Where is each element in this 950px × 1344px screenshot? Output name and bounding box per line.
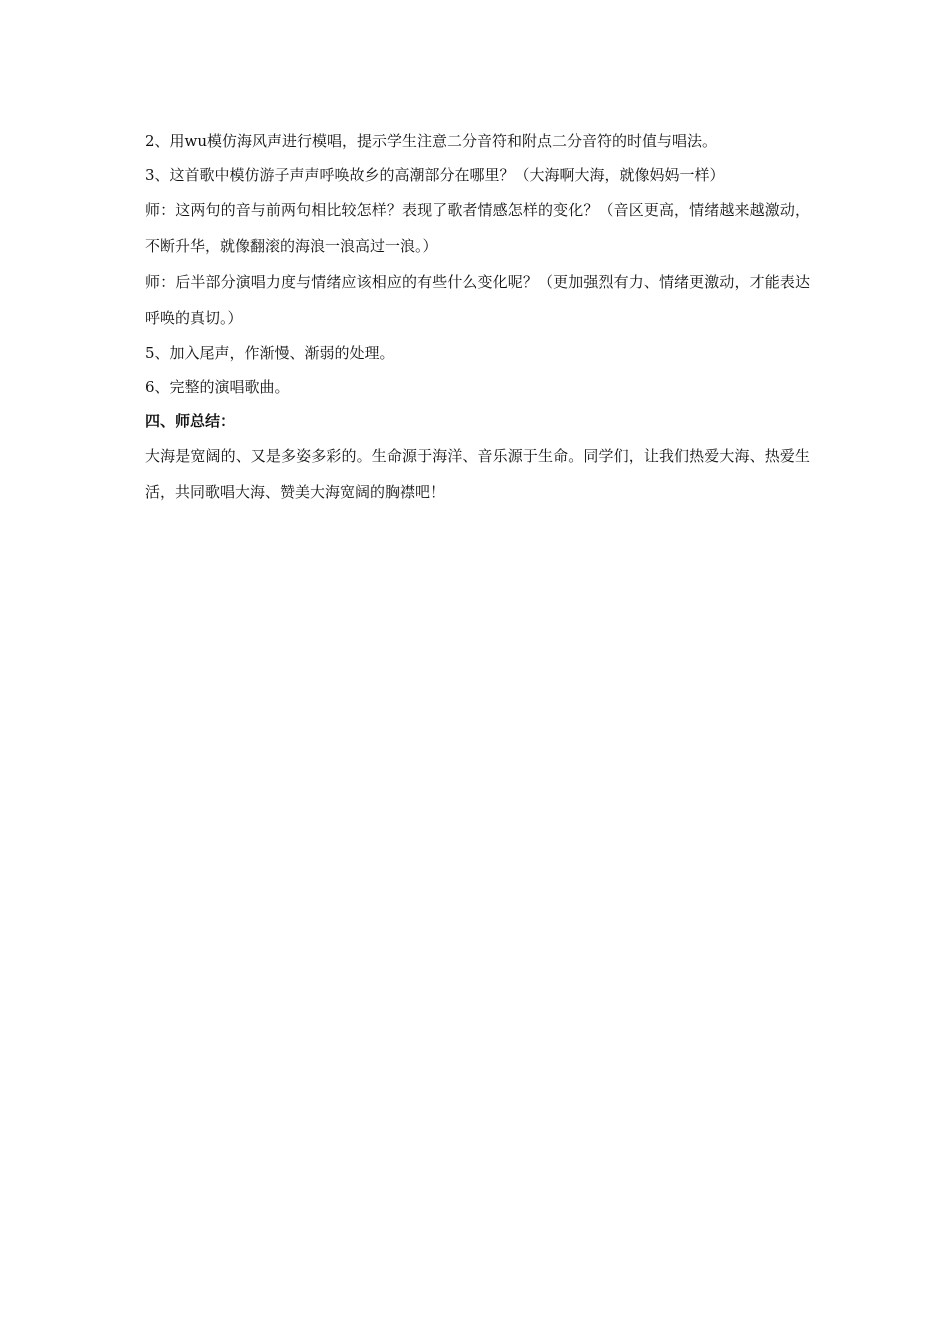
step-2-text: 2、用wu模仿海风声进行模唱，提示学生注意二分音符和附点二分音符的时值与唱法。 <box>145 132 718 150</box>
teacher-question-2: 师：后半部分演唱力度与情绪应该相应的有些什么变化呢？（更加强烈有力、情绪更激动，才能表达呼唤的真切。） <box>145 273 810 327</box>
step-5-text: 5、加入尾声，作渐慢、渐弱的处理。 <box>145 344 395 362</box>
step-3-text: 3、这首歌中模仿游子声声呼唤故乡的高潮部分在哪里？（大海啊大海，就像妈妈一样） <box>145 166 725 184</box>
summary-text: 大海是宽阔的、又是多姿多彩的。生命源于海洋、音乐源于生命。同学们，让我们热爱大海、热爱生活，共同歌唱大海、赞美大海宽阔的胸襟吧！ <box>145 447 810 501</box>
step-6-text: 6、完整的演唱歌曲。 <box>145 378 290 396</box>
section-heading: 四、师总结： <box>145 412 236 430</box>
document-body <box>145 124 810 510</box>
teacher-question-1: 师：这两句的音与前两句相比较怎样？表现了歌者情感怎样的变化？（音区更高，情绪越来越激动，不断升华，就像翻滚的海浪一浪高过一浪。） <box>145 201 810 255</box>
